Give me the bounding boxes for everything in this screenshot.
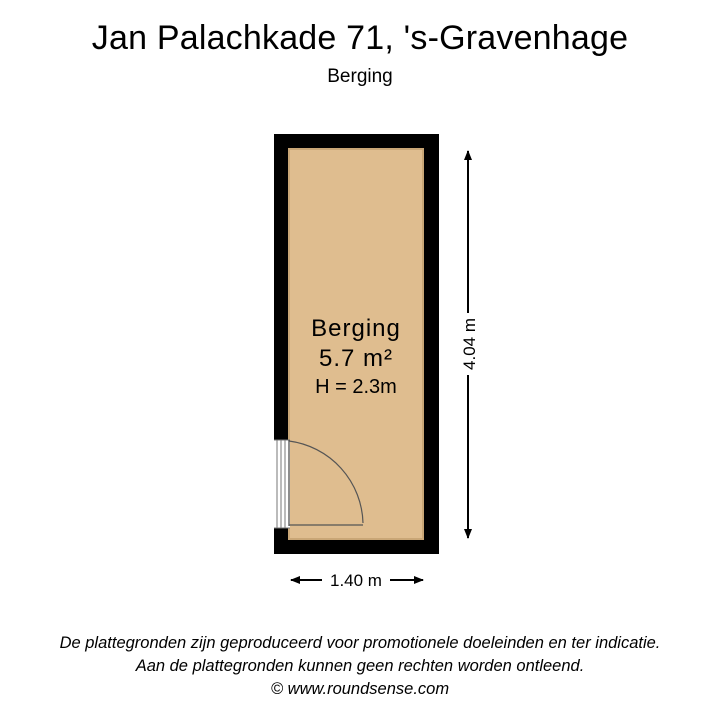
disclaimer-line: De plattegronden zijn geproduceerd voor promotionele doeleinden en ter indicatie. xyxy=(59,634,661,652)
room-name-label: Berging xyxy=(311,315,401,342)
floor-subtitle: Berging xyxy=(327,66,393,87)
copyright-link[interactable]: © www.roundsense.com xyxy=(270,680,450,698)
room-area-label: 5.7 m² xyxy=(318,345,394,372)
door-opening xyxy=(274,440,290,528)
disclaimer-line: Aan de plattegronden kunnen geen rechten worden ontleend. xyxy=(135,657,585,675)
room-height-label: H = 2.3m xyxy=(315,376,397,398)
width-dimension-label: 1.40 m xyxy=(330,571,382,590)
disclaimer xyxy=(0,632,720,701)
page-title: Jan Palachkade 71, 's-Gravenhage xyxy=(91,19,629,57)
room-floor xyxy=(289,149,423,539)
height-dimension-label: 4.04 m xyxy=(460,318,479,370)
